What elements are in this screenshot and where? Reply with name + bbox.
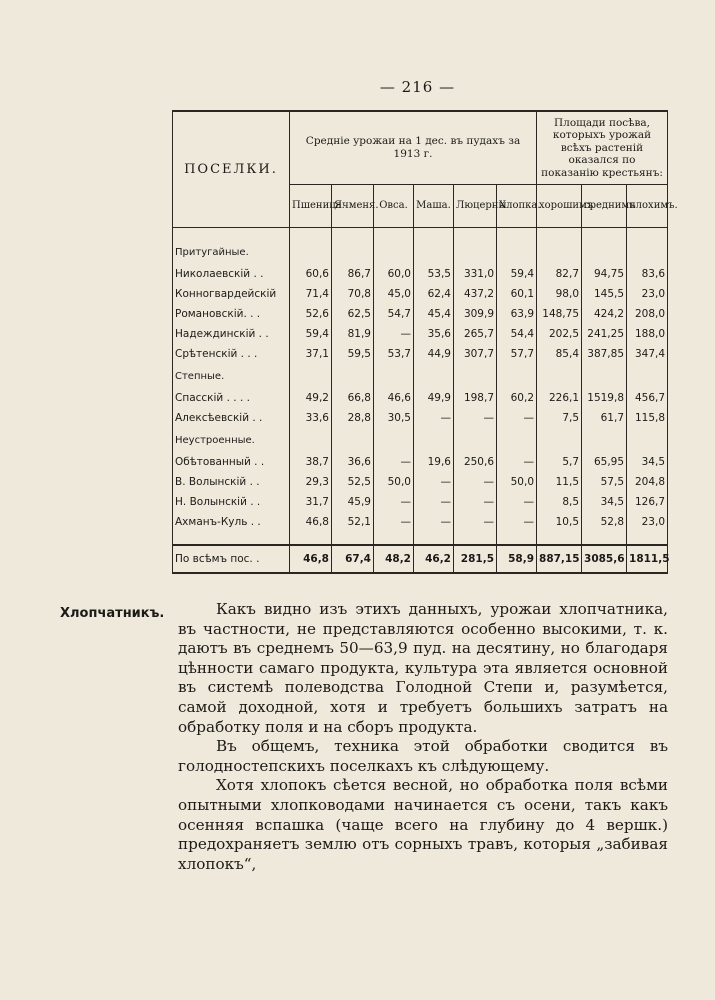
empty-cell (582, 532, 627, 545)
value-cell: 34,5 (582, 492, 627, 512)
value-cell: 61,7 (582, 408, 627, 428)
value-cell: 31,7 (290, 492, 332, 512)
section-row (173, 364, 668, 388)
section-title: Притугайные. (173, 240, 290, 264)
value-cell: 59,4 (290, 324, 332, 344)
value-cell: 46,6 (374, 388, 414, 408)
value-cell: 45,4 (414, 304, 454, 324)
value-cell: 60,2 (497, 388, 537, 408)
value-cell: 86,7 (332, 264, 374, 284)
empty-cell (290, 228, 332, 241)
settlement-name: Срѣтенскій . . . (173, 344, 290, 364)
value-cell: — (374, 512, 414, 532)
value-cell: 115,8 (627, 408, 668, 428)
empty-cell (332, 364, 374, 388)
value-cell: 148,75 (537, 304, 582, 324)
table-row (173, 324, 668, 344)
value-cell: 23,0 (627, 284, 668, 304)
value-cell: 60,0 (374, 264, 414, 284)
value-cell: — (454, 472, 497, 492)
value-cell: 307,7 (454, 344, 497, 364)
value-cell: 52,1 (332, 512, 374, 532)
value-cell: 65,95 (582, 452, 627, 472)
value-cell: 66,8 (332, 388, 374, 408)
header-area: среднимъ (582, 185, 627, 228)
table-row (173, 408, 668, 428)
empty-cell (627, 240, 668, 264)
total-value: 48,2 (374, 545, 414, 573)
value-cell: 49,2 (290, 388, 332, 408)
empty-cell (454, 364, 497, 388)
value-cell: 424,2 (582, 304, 627, 324)
header-crop: Овса. (374, 185, 414, 228)
settlement-name: Спасскій . . . . (173, 388, 290, 408)
value-cell: 52,6 (290, 304, 332, 324)
settlement-name: Романовскій. . . (173, 304, 290, 324)
header-area: хорошимъ (537, 185, 582, 228)
empty-cell (374, 364, 414, 388)
value-cell: 98,0 (537, 284, 582, 304)
value-cell: 35,6 (414, 324, 454, 344)
empty-cell (627, 428, 668, 452)
header-crop: Хлопка. (497, 185, 537, 228)
value-cell: 250,6 (454, 452, 497, 472)
section-title: Степные. (173, 364, 290, 388)
header-crop: Пшеница. (290, 185, 332, 228)
total-value: 1811,5 (627, 545, 668, 573)
value-cell: — (374, 492, 414, 512)
value-cell: 62,4 (414, 284, 454, 304)
table-header (173, 111, 678, 228)
empty-cell (374, 240, 414, 264)
value-cell: 63,9 (497, 304, 537, 324)
settlement-name: Обѣтованный . . (173, 452, 290, 472)
total-value: 46,2 (414, 545, 454, 573)
value-cell: 59,4 (497, 264, 537, 284)
spacer-row (173, 228, 668, 241)
value-cell: 265,7 (454, 324, 497, 344)
table-row (173, 284, 668, 304)
value-cell: 456,7 (627, 388, 668, 408)
value-cell: — (374, 324, 414, 344)
value-cell: — (497, 408, 537, 428)
table-row (173, 492, 668, 512)
value-cell: 198,7 (454, 388, 497, 408)
empty-cell (290, 364, 332, 388)
empty-cell (332, 240, 374, 264)
table-row (173, 264, 668, 284)
value-cell: 33,6 (290, 408, 332, 428)
settlement-name: Ахманъ-Куль . . (173, 512, 290, 532)
empty-cell (537, 532, 582, 545)
value-cell: 85,4 (537, 344, 582, 364)
section-row (173, 240, 668, 264)
value-cell: 60,1 (497, 284, 537, 304)
empty-cell (290, 532, 332, 545)
value-cell: 23,0 (627, 512, 668, 532)
total-value: 887,15 (537, 545, 582, 573)
header-crop: Ячменя. (332, 185, 374, 228)
value-cell: 204,8 (627, 472, 668, 492)
value-cell: 11,5 (537, 472, 582, 492)
value-cell: 331,0 (454, 264, 497, 284)
empty-cell (497, 228, 537, 241)
empty-cell (332, 228, 374, 241)
empty-cell (414, 364, 454, 388)
value-cell: — (497, 492, 537, 512)
settlement-name: Н. Волынскій . . (173, 492, 290, 512)
empty-cell (414, 428, 454, 452)
value-cell: — (414, 472, 454, 492)
paragraph: Хотя хлопокъ сѣется весной, но обработка поля всѣми опытными хлопководами начинается съ осени, такъ какъ осенняя вспашка (чаще всего на глубину до 4 вершк.) предохраняетъ землю отъ сорныхъ травъ, которыя „забивая хлопокъ“, (178, 776, 668, 873)
value-cell: 83,6 (627, 264, 668, 284)
empty-cell (497, 532, 537, 545)
value-cell: 60,6 (290, 264, 332, 284)
value-cell: 241,25 (582, 324, 627, 344)
empty-cell (414, 240, 454, 264)
value-cell: 50,0 (374, 472, 414, 492)
section-title: Неустроенные. (173, 428, 290, 452)
table-body (173, 228, 668, 574)
total-value: 67,4 (332, 545, 374, 573)
value-cell: 126,7 (627, 492, 668, 512)
empty-cell (173, 532, 290, 545)
value-cell: 38,7 (290, 452, 332, 472)
value-cell: 46,8 (290, 512, 332, 532)
table-row (173, 512, 668, 532)
value-cell: 70,8 (332, 284, 374, 304)
value-cell: 36,6 (332, 452, 374, 472)
value-cell: — (454, 512, 497, 532)
value-cell: 59,5 (332, 344, 374, 364)
empty-cell (537, 428, 582, 452)
header-area: плохимъ. (627, 185, 668, 228)
value-cell: 309,9 (454, 304, 497, 324)
empty-cell (173, 228, 290, 241)
value-cell: 57,5 (582, 472, 627, 492)
empty-cell (537, 228, 582, 241)
value-cell: — (414, 408, 454, 428)
value-cell: 57,7 (497, 344, 537, 364)
yield-table (172, 110, 678, 574)
empty-cell (414, 532, 454, 545)
value-cell: 208,0 (627, 304, 668, 324)
value-cell: 45,0 (374, 284, 414, 304)
empty-cell (332, 428, 374, 452)
value-cell: 54,7 (374, 304, 414, 324)
value-cell: 34,5 (627, 452, 668, 472)
table-row (173, 452, 668, 472)
settlement-name: Надеждинскій . . (173, 324, 290, 344)
value-cell: 37,1 (290, 344, 332, 364)
value-cell: 188,0 (627, 324, 668, 344)
value-cell: 45,9 (332, 492, 374, 512)
empty-cell (627, 228, 668, 241)
empty-cell (374, 532, 414, 545)
empty-cell (497, 364, 537, 388)
body-text (178, 600, 668, 874)
value-cell: 5,7 (537, 452, 582, 472)
value-cell: 30,5 (374, 408, 414, 428)
empty-cell (374, 228, 414, 241)
header-area-group: Площади посѣва, которыхъ урожай всѣхъ растеній оказался по показанію крестьянъ: (537, 111, 668, 185)
empty-cell (627, 364, 668, 388)
value-cell: 10,5 (537, 512, 582, 532)
empty-cell (497, 428, 537, 452)
value-cell: 44,9 (414, 344, 454, 364)
value-cell: 8,5 (537, 492, 582, 512)
empty-cell (454, 428, 497, 452)
total-value: 46,8 (290, 545, 332, 573)
settlement-name: Николаевскій . . (173, 264, 290, 284)
empty-cell (290, 428, 332, 452)
yield-table-container (172, 110, 678, 574)
margin-label: Хлопчатникъ. (60, 606, 165, 621)
value-cell: 62,5 (332, 304, 374, 324)
empty-cell (582, 228, 627, 241)
value-cell: — (374, 452, 414, 472)
settlement-name: Алексѣевскій . . (173, 408, 290, 428)
empty-cell (454, 240, 497, 264)
total-value: 3085,6 (582, 545, 627, 573)
empty-cell (582, 240, 627, 264)
value-cell: 53,5 (414, 264, 454, 284)
header-settlements: ПОСЕЛКИ. (173, 111, 290, 228)
empty-cell (497, 240, 537, 264)
total-value: 281,5 (454, 545, 497, 573)
value-cell: 202,5 (537, 324, 582, 344)
value-cell: 19,6 (414, 452, 454, 472)
value-cell: 145,5 (582, 284, 627, 304)
empty-cell (414, 228, 454, 241)
header-yields-group: Средніе урожаи на 1 дес. въ пудахъ за 1913 г. (290, 111, 537, 185)
value-cell: 50,0 (497, 472, 537, 492)
value-cell: 71,4 (290, 284, 332, 304)
value-cell: 1519,8 (582, 388, 627, 408)
empty-cell (454, 228, 497, 241)
value-cell: — (497, 512, 537, 532)
value-cell: 437,2 (454, 284, 497, 304)
table-row (173, 344, 668, 364)
settlement-name: Конногвардейскій (173, 284, 290, 304)
table-row (173, 388, 668, 408)
empty-cell (332, 532, 374, 545)
value-cell: 226,1 (537, 388, 582, 408)
settlement-name: В. Волынскій . . (173, 472, 290, 492)
value-cell: — (454, 408, 497, 428)
table-row (173, 304, 668, 324)
empty-cell (582, 364, 627, 388)
value-cell: 29,3 (290, 472, 332, 492)
value-cell: 49,9 (414, 388, 454, 408)
value-cell: 7,5 (537, 408, 582, 428)
paragraph: Въ общемъ, техника этой обработки сводится въ голодностепскихъ поселкахъ къ слѣдующему. (178, 737, 668, 775)
value-cell: 347,4 (627, 344, 668, 364)
value-cell: 82,7 (537, 264, 582, 284)
empty-cell (537, 364, 582, 388)
empty-cell (627, 532, 668, 545)
value-cell: — (414, 492, 454, 512)
value-cell: 28,8 (332, 408, 374, 428)
total-value: 58,9 (497, 545, 537, 573)
value-cell: 54,4 (497, 324, 537, 344)
value-cell: 94,75 (582, 264, 627, 284)
value-cell: 52,8 (582, 512, 627, 532)
paragraph: Какъ видно изъ этихъ данныхъ, урожаи хлопчатника, въ частности, не представляются особенно высокими, т. к. даютъ въ среднемъ 50—63,9 пуд. на десятину, но благодаря цѣнности самаго продукта, культура эта является основной въ системѣ полеводства Голодной Степи и, разумѣется, самой доходной, хотя и требуетъ большихъ затратъ на обработку поля и на сборъ продукта. (178, 600, 668, 736)
empty-cell (374, 428, 414, 452)
value-cell: — (454, 492, 497, 512)
empty-cell (454, 532, 497, 545)
empty-cell (582, 428, 627, 452)
header-crop: Люцерны. (454, 185, 497, 228)
value-cell: 387,85 (582, 344, 627, 364)
header-crop: Маша. (414, 185, 454, 228)
page-number: — 216 — (379, 78, 456, 96)
value-cell: 52,5 (332, 472, 374, 492)
value-cell: — (414, 512, 454, 532)
total-row (173, 545, 668, 573)
empty-cell (537, 240, 582, 264)
total-label: По всѣмъ пос. . (173, 545, 290, 573)
value-cell: 53,7 (374, 344, 414, 364)
spacer-row (173, 532, 668, 545)
section-row (173, 428, 668, 452)
value-cell: — (497, 452, 537, 472)
empty-cell (290, 240, 332, 264)
table-row (173, 472, 668, 492)
value-cell: 81,9 (332, 324, 374, 344)
